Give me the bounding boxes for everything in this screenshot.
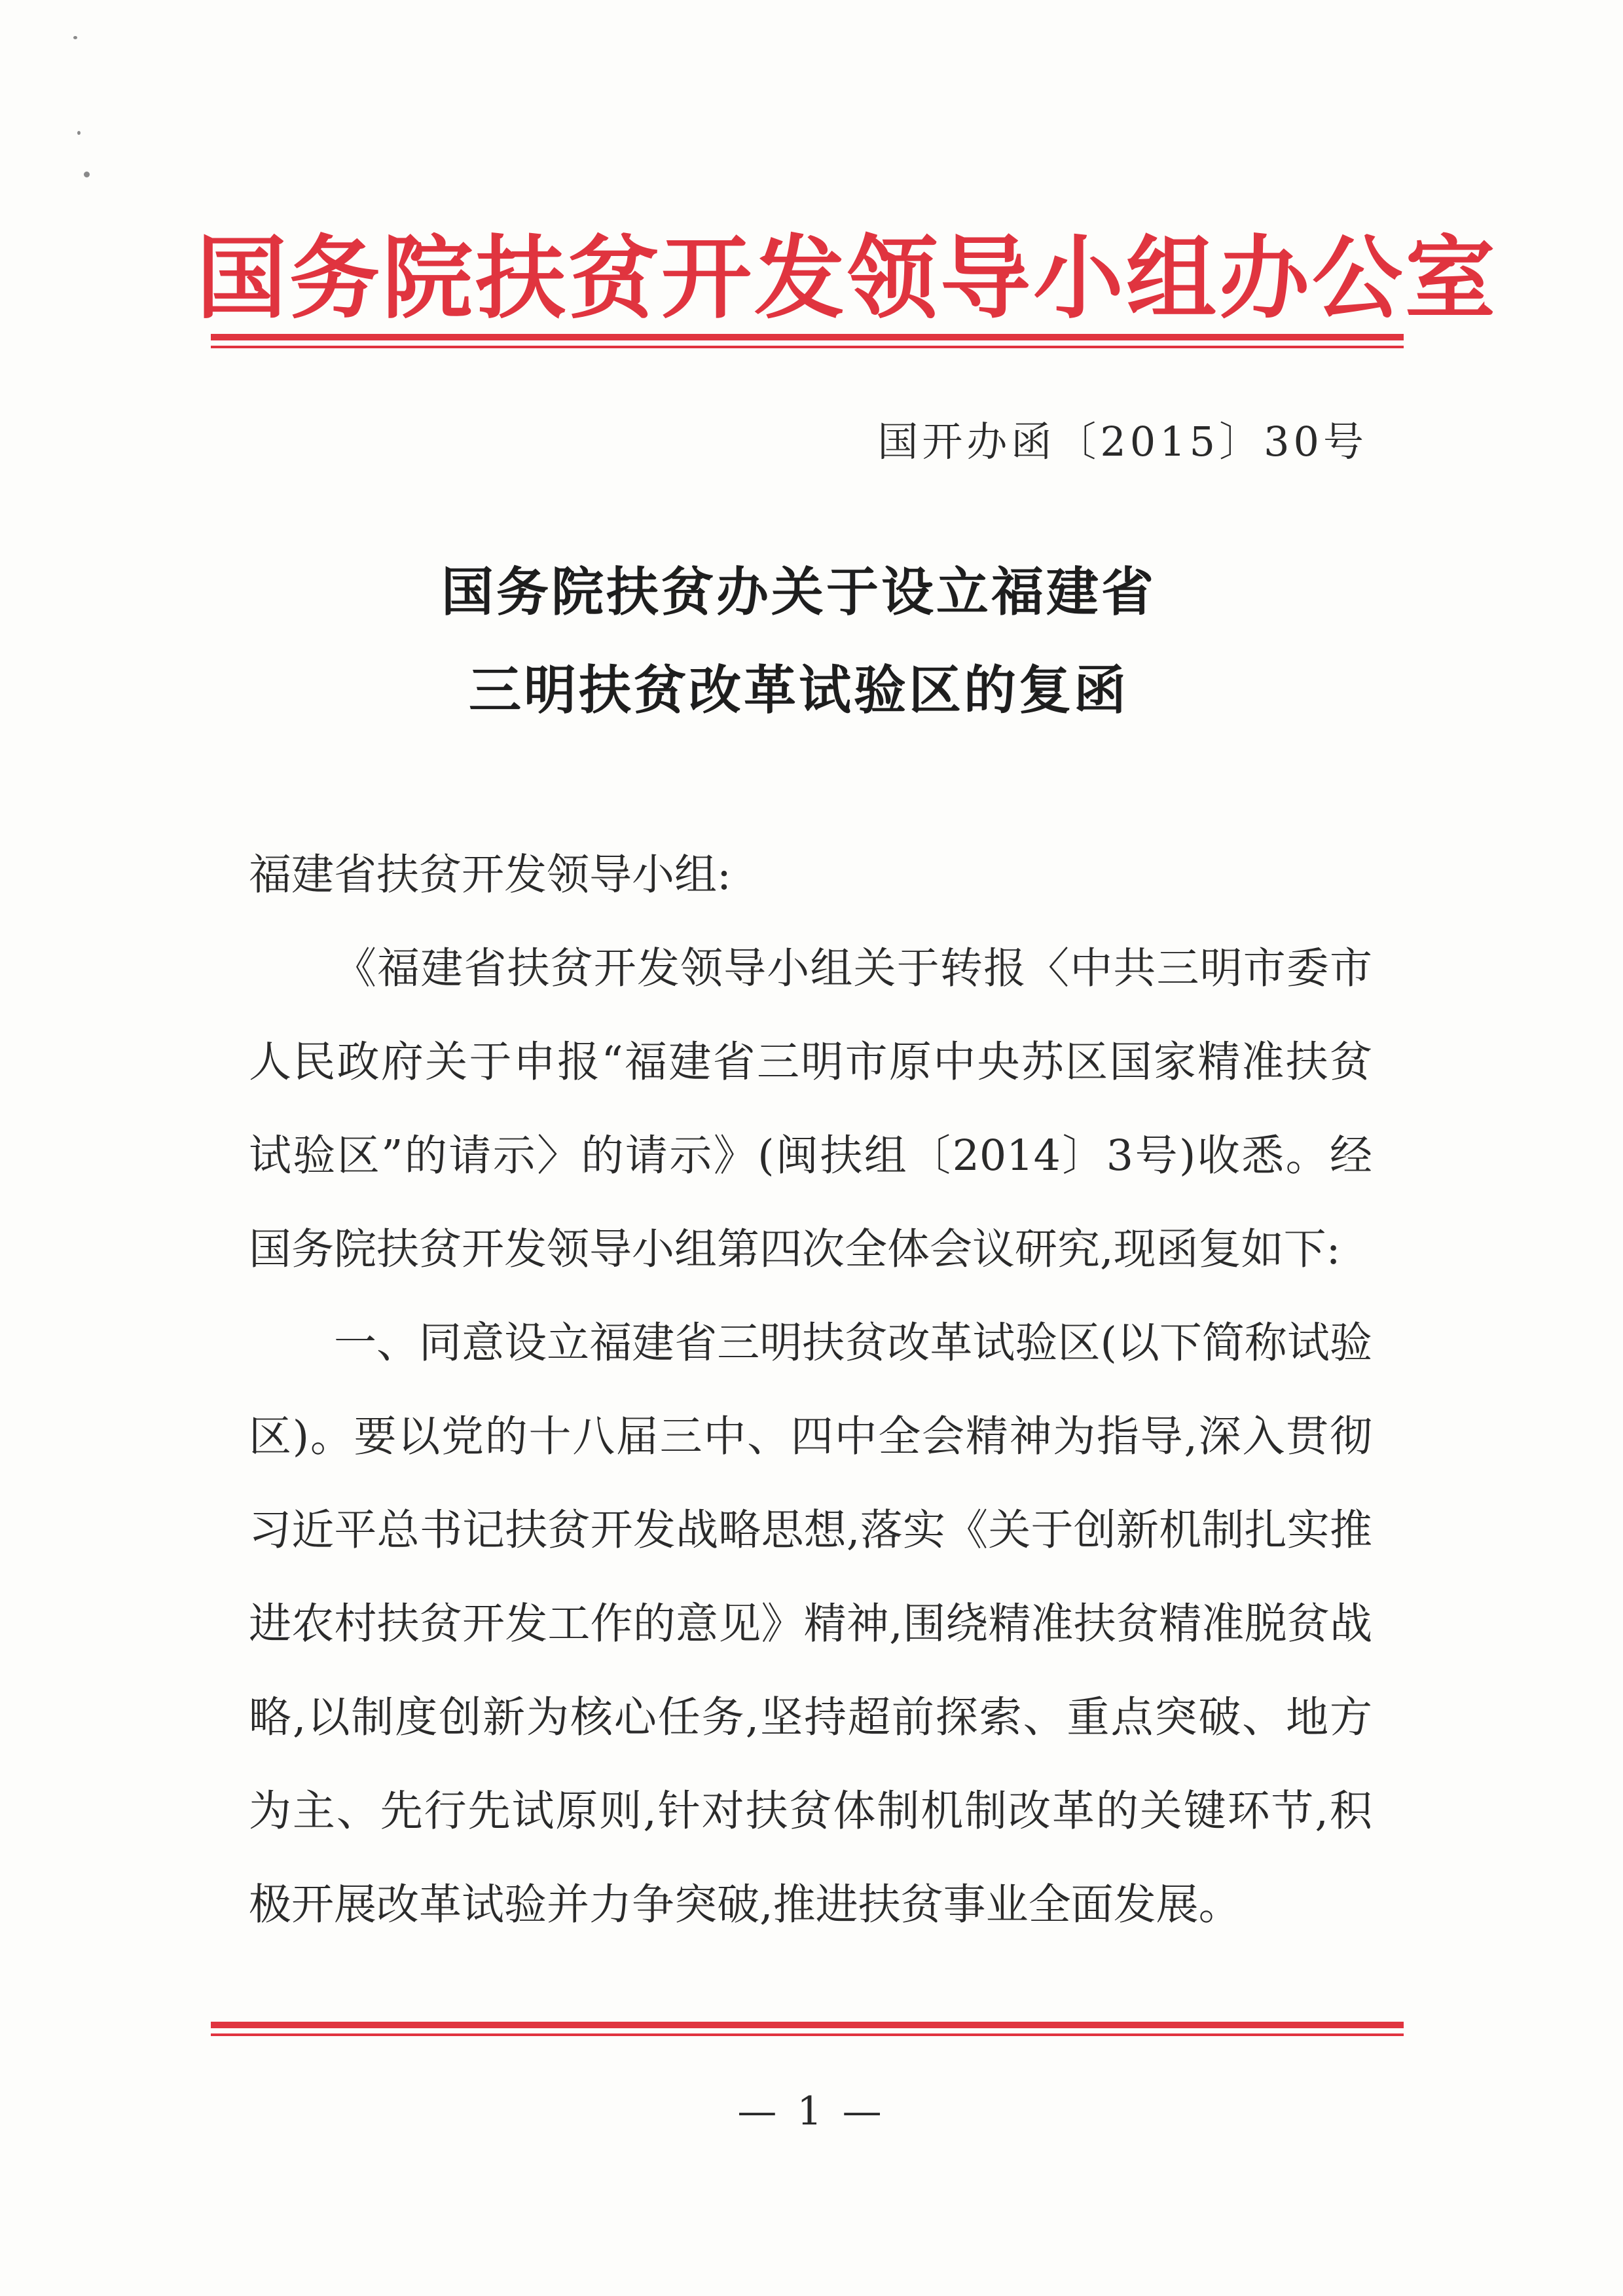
body-paragraph-2: 一、同意设立福建省三明扶贫改革试验区(以下简称试验区)。要以党的十八届三中、四中全会精神为指导,深入贯彻习近平总书记扶贫开发战略思想,落实《关于创新机制扎实推进农村扶贫开发工作的意见》精神,围绕精准扶贫精准脱贫战略,以制度创新为核心任务,坚持超前探索、重点突破、地方为主、先行先试原则,针对扶贫体制机制改革的关键环节,积极开展改革试验并力争突破,推进扶贫事业全面发展。 [249,1319,1372,1929]
salutation: 福建省扶贫开发领导小组: [249,850,731,900]
page-number: — 1 — [737,2088,886,2134]
issuing-organization: 国务院扶贫开发领导小组办公室 [196,225,1499,331]
letterhead-rule-thin [211,346,1404,348]
scan-speck [77,131,81,135]
footer-rule-thin [211,2033,1404,2036]
document-title-line-2: 三明扶贫改革试验区的复函 [469,660,1129,721]
scan-speck [73,36,77,39]
footer-rule-thick [211,2022,1404,2028]
body-paragraph-1: 《福建省扶贫开发领导小组关于转报〈中共三明市委市人民政府关于申报“福建省三明市原中央苏区国家精准扶贫试验区”的请示〉的请示》(闽扶组〔2014〕3号)收悉。经国务院扶贫开发领导小组第四次全体会议研究,现函复如下: [249,944,1372,1274]
scan-speck [84,172,90,177]
document-number: 国开办函〔2015〕30号 [877,418,1368,465]
document-body [249,828,1372,1952]
letterhead-rule-thick [211,334,1404,340]
document-title-line-1: 国务院扶贫办关于设立福建省 [441,562,1156,623]
document-title [196,543,1401,740]
